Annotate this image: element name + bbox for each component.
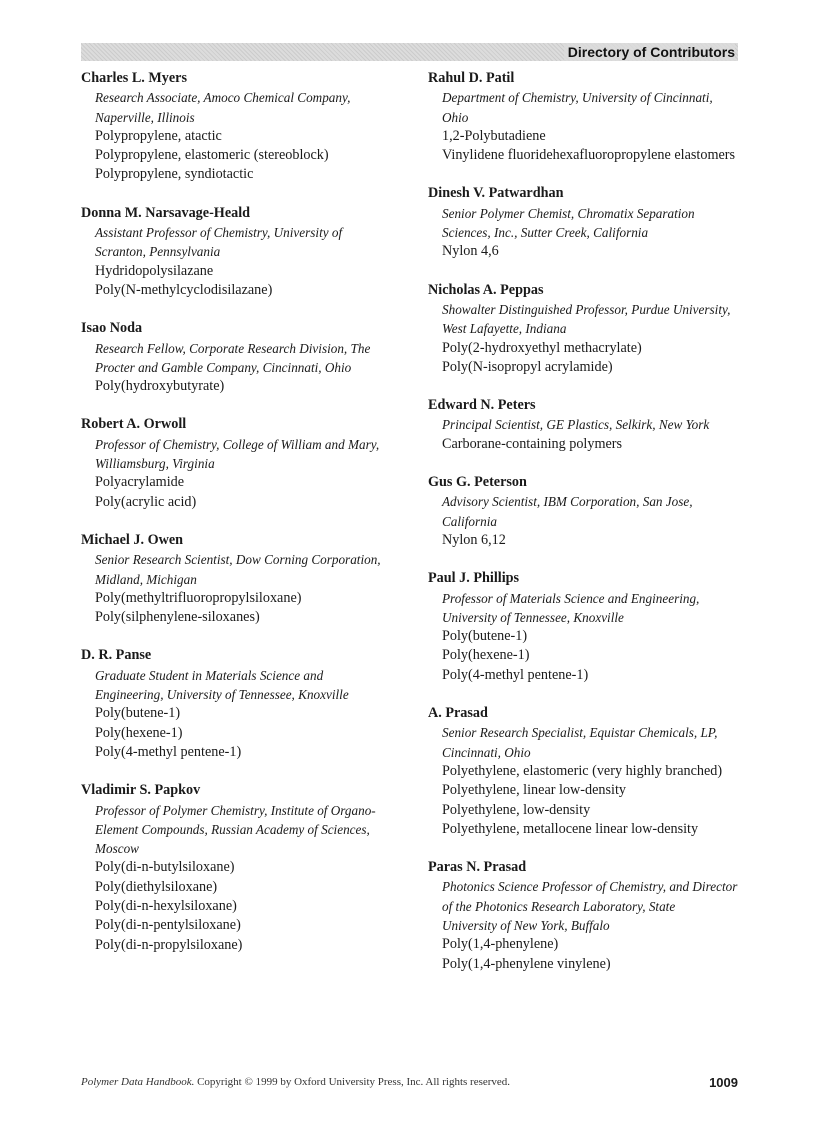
contributor-entry xyxy=(428,184,748,261)
left-column xyxy=(81,69,411,974)
contributor-affiliation xyxy=(428,88,748,127)
contributor-affiliation xyxy=(428,415,748,434)
contributor-name: Isao Noda xyxy=(81,320,143,337)
contributed-topic: Polypropylene, syndiotactic xyxy=(95,166,254,183)
contributed-topic: Poly(hexene-1) xyxy=(442,647,530,664)
contributor-affiliation xyxy=(428,204,748,243)
running-header-title: Directory of Contributors xyxy=(564,43,735,61)
affiliation-line: California xyxy=(442,513,497,529)
footer-copyright xyxy=(81,1076,510,1088)
contributor-name: Paul J. Phillips xyxy=(428,570,520,587)
affiliation-line: Senior Research Scientist, Dow Corning Corporation, xyxy=(95,552,381,568)
contributed-topic: Nylon 6,12 xyxy=(442,531,506,548)
contributed-topic: 1,2-Polybutadiene xyxy=(442,127,546,144)
affiliation-line: Assistant Professor of Chemistry, University of xyxy=(95,225,343,241)
contributor-entry xyxy=(81,646,411,762)
affiliation-line: Advisory Scientist, IBM Corporation, San Jose, xyxy=(442,494,693,510)
contributed-topic: Poly(butene-1) xyxy=(95,705,181,722)
affiliation-line: Element Compounds, Russian Academy of Sciences, xyxy=(95,821,370,837)
contributor-name: Rahul D. Patil xyxy=(428,70,515,86)
contributed-topic: Poly(diethylsiloxane) xyxy=(95,878,218,895)
affiliation-line: University of Tennessee, Knoxville xyxy=(442,609,624,625)
contributor-affiliation xyxy=(428,589,748,628)
contributed-topic: Polyethylene, linear low-density xyxy=(442,782,627,799)
affiliation-line: West Lafayette, Indiana xyxy=(442,321,567,337)
contributor-name: Edward N. Peters xyxy=(428,397,536,414)
affiliation-line: Professor of Materials Science and Engineering, xyxy=(442,590,700,606)
affiliation-line: Midland, Michigan xyxy=(95,571,197,587)
contributor-name: Donna M. Narsavage-Heald xyxy=(81,204,251,221)
contributor-entry xyxy=(81,69,411,185)
contributed-topic: Poly(di-n-hexylsiloxane) xyxy=(95,897,237,914)
contributor-entry xyxy=(428,569,748,685)
contributed-topic: Poly(acrylic acid) xyxy=(95,493,197,510)
affiliation-line: Williamsburg, Virginia xyxy=(95,456,215,472)
contributor-affiliation xyxy=(81,223,411,262)
contributed-topic: Poly(di-n-pentylsiloxane) xyxy=(95,917,241,934)
contributor-affiliation xyxy=(81,801,411,859)
contributor-entry xyxy=(428,473,748,550)
affiliation-line: Cincinnati, Ohio xyxy=(442,744,531,760)
contributed-topic: Polyethylene, elastomeric (very highly branched) xyxy=(442,762,723,779)
affiliation-line: Professor of Chemistry, College of William and Mary, xyxy=(95,436,380,452)
affiliation-line: Senior Polymer Chemist, Chromatix Separation xyxy=(442,205,695,221)
running-header-bar xyxy=(81,43,738,61)
contributed-topic: Poly(hydroxybutyrate) xyxy=(95,378,225,395)
affiliation-line: Naperville, Illinois xyxy=(95,109,195,125)
contributor-entry xyxy=(81,781,411,955)
affiliation-line: Procter and Gamble Company, Cincinnati, Ohio xyxy=(95,359,352,375)
contributor-name: Nicholas A. Peppas xyxy=(428,281,544,298)
contributor-entry xyxy=(81,319,411,396)
contributed-topic: Poly(methyltrifluoropropylsiloxane) xyxy=(95,589,302,606)
contributor-name: D. R. Panse xyxy=(81,647,152,664)
contributed-topic: Hydridopolysilazane xyxy=(95,262,214,279)
affiliation-line: Principal Scientist, GE Plastics, Selkirk, New York xyxy=(442,417,710,433)
contributor-entry xyxy=(81,415,411,511)
contributor-affiliation xyxy=(81,339,411,378)
contributor-affiliation xyxy=(81,666,411,705)
contributed-topic: Poly(di-n-butylsiloxane) xyxy=(95,859,235,876)
affiliation-line: Graduate Student in Materials Science and xyxy=(95,667,324,683)
right-column xyxy=(428,69,748,993)
affiliation-line: Professor of Polymer Chemistry, Institute of Organo- xyxy=(95,802,376,818)
affiliation-line: Scranton, Pennsylvania xyxy=(95,244,221,260)
contributor-affiliation xyxy=(81,550,411,589)
contributor-affiliation xyxy=(428,723,748,762)
contributor-name: Robert A. Orwoll xyxy=(81,416,187,433)
contributed-topic: Polyethylene, metallocene linear low-density xyxy=(442,820,699,837)
contributed-topic: Poly(butene-1) xyxy=(442,628,528,645)
affiliation-line: Research Fellow, Corporate Research Division, The xyxy=(95,340,371,356)
affiliation-line: Showalter Distinguished Professor, Purdue University, xyxy=(442,301,731,317)
contributed-topic: Poly(di-n-propylsiloxane) xyxy=(95,936,243,953)
contributor-entry xyxy=(428,281,748,377)
contributed-topic: Polypropylene, atactic xyxy=(95,127,222,144)
contributed-topic: Polyacrylamide xyxy=(95,474,185,491)
affiliation-line: Photonics Science Professor of Chemistry, and Director xyxy=(442,879,738,895)
contributor-name: Michael J. Owen xyxy=(81,531,184,548)
contributed-topic: Poly(N-methylcyclodisilazane) xyxy=(95,281,273,298)
contributor-name: Dinesh V. Patwardhan xyxy=(428,185,564,202)
contributor-name: Vladimir S. Papkov xyxy=(81,782,201,799)
contributor-entry xyxy=(428,858,748,974)
contributor-entry xyxy=(81,204,411,300)
contributor-affiliation xyxy=(81,88,411,127)
contributed-topic: Poly(hexene-1) xyxy=(95,724,183,741)
contributed-topic: Poly(1,4-phenylene vinylene) xyxy=(442,955,611,972)
contributed-topic: Carborane-containing polymers xyxy=(442,435,623,452)
contributor-entry xyxy=(428,69,748,165)
contributed-topic: Polyethylene, low-density xyxy=(442,801,591,818)
affiliation-line: Research Associate, Amoco Chemical Company, xyxy=(95,90,351,106)
contributor-name: Charles L. Myers xyxy=(81,70,187,86)
affiliation-line: Sciences, Inc., Sutter Creek, California xyxy=(442,225,649,241)
contributed-topic: Polypropylene, elastomeric (stereoblock) xyxy=(95,147,329,164)
affiliation-line: Moscow xyxy=(95,841,139,857)
affiliation-line: Senior Research Specialist, Equistar Chemicals, LP, xyxy=(442,725,718,741)
affiliation-line: Ohio xyxy=(442,109,469,125)
contributor-affiliation xyxy=(428,492,748,531)
affiliation-line: of the Photonics Research Laboratory, State xyxy=(442,898,676,914)
contributed-topic: Poly(1,4-phenylene) xyxy=(442,936,559,953)
contributor-affiliation xyxy=(81,435,411,474)
contributor-entry xyxy=(428,396,748,454)
contributor-affiliation xyxy=(428,300,748,339)
contributor-name: Gus G. Peterson xyxy=(428,474,527,491)
contributor-name: A. Prasad xyxy=(428,705,488,722)
contributor-affiliation xyxy=(428,877,748,935)
contributed-topic: Poly(silphenylene-siloxanes) xyxy=(95,609,260,626)
page-number: 1009 xyxy=(709,1075,738,1090)
affiliation-line: Engineering, University of Tennessee, Knoxville xyxy=(95,687,349,703)
contributed-topic: Poly(4-methyl pentene-1) xyxy=(95,743,242,760)
contributor-entry xyxy=(428,704,748,839)
contributed-topic: Vinylidene fluoridehexafluoropropylene elastomers xyxy=(442,147,736,164)
affiliation-line: Department of Chemistry, University of Cincinnati, xyxy=(442,90,713,106)
contributed-topic: Poly(4-methyl pentene-1) xyxy=(442,666,589,683)
contributed-topic: Nylon 4,6 xyxy=(442,243,499,260)
affiliation-line: University of New York, Buffalo xyxy=(442,917,610,933)
contributed-topic: Poly(2-hydroxyethyl methacrylate) xyxy=(442,339,642,356)
contributor-entry xyxy=(81,531,411,627)
contributed-topic: Poly(N-isopropyl acrylamide) xyxy=(442,358,613,375)
footer-book-title: Polymer Data Handbook. xyxy=(81,1076,195,1088)
footer-copyright-text: Copyright © 1999 by Oxford University Press, Inc. All rights reserved. xyxy=(197,1076,511,1088)
contributor-name: Paras N. Prasad xyxy=(428,859,527,876)
